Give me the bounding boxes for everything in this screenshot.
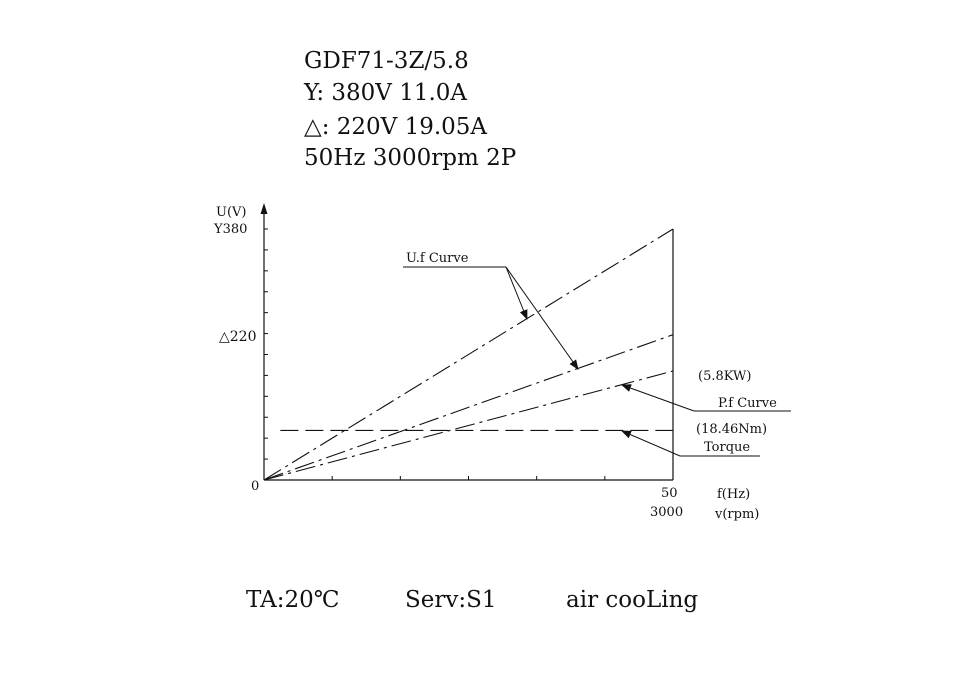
torque-pointer	[622, 431, 680, 456]
ambient-temperature: TA:20℃	[246, 587, 340, 613]
cooling-method: air cooLing	[566, 587, 699, 613]
torque-label: Torque	[704, 440, 751, 455]
uf-curve-label: U.f Curve	[406, 251, 469, 266]
y-tick-380: Y380	[214, 222, 248, 237]
x-axis-label-rpm: v(rpm)	[715, 507, 760, 522]
y-tick-220: △220	[219, 329, 257, 345]
pf-curve-label: P.f Curve	[718, 396, 777, 411]
y-axis-label: U(V)	[216, 205, 247, 220]
y-axis-arrow-icon	[261, 203, 268, 214]
model-title: GDF71-3Z/5.8	[304, 48, 469, 74]
x-axis-label: f(Hz)	[717, 487, 751, 502]
uf-curve-delta-line	[264, 335, 673, 480]
delta-rating: △: 220V 19.05A	[304, 114, 488, 140]
freq-rating: 50Hz 3000rpm 2P	[304, 145, 517, 171]
uf-curve-pointer-2	[506, 267, 578, 369]
torque-value-label: (18.46Nm)	[696, 422, 768, 437]
power-label: (5.8KW)	[698, 369, 752, 384]
pf-curve-line	[264, 371, 673, 480]
x-tick-3000: 3000	[650, 505, 684, 520]
origin-label: 0	[251, 479, 260, 494]
service-duty: Serv:S1	[405, 587, 497, 613]
star-rating: Y: 380V 11.0A	[304, 80, 468, 106]
x-tick-50: 50	[661, 486, 678, 501]
pf-curve-pointer	[622, 385, 694, 411]
